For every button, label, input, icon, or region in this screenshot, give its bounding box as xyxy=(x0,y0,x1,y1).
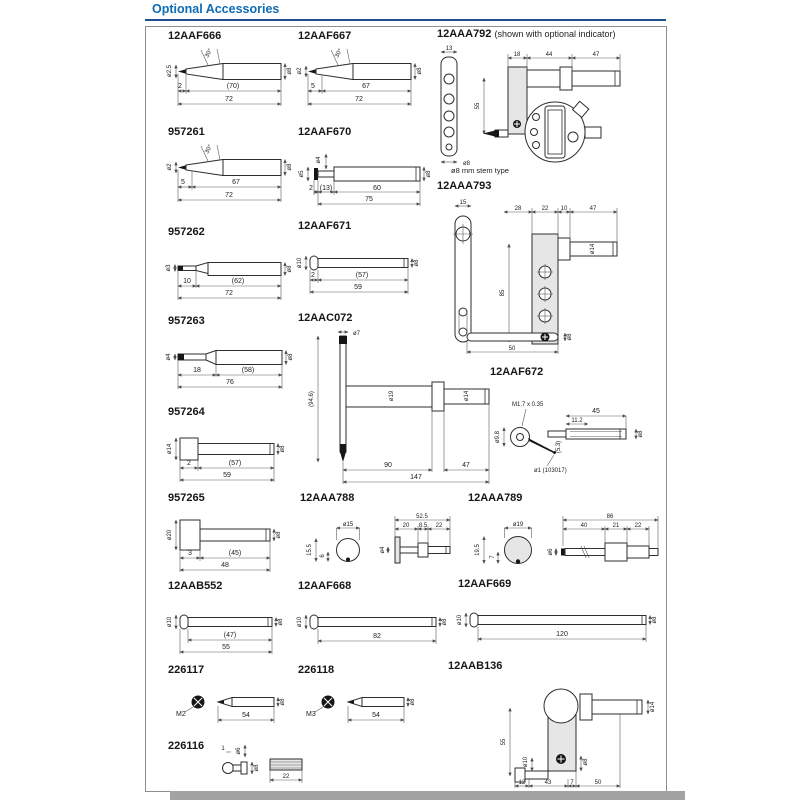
part-number: 12AAF669 xyxy=(458,578,512,590)
part-number: 957265 xyxy=(168,492,205,504)
dim-label: 85 xyxy=(500,289,506,297)
part-number: 226117 xyxy=(168,664,205,676)
dim-label: 55 xyxy=(475,102,481,110)
part-number: 12AAF668 xyxy=(298,580,352,592)
dim-label: 47 xyxy=(589,206,597,212)
drawing-957263 xyxy=(168,329,298,391)
tip-label: ø1 (103017) xyxy=(534,468,567,474)
part-number: 12AAB136 xyxy=(448,660,503,672)
dim-label: 50 xyxy=(508,346,516,352)
part-12AAA789 xyxy=(468,492,664,578)
dim-label: 3 xyxy=(188,550,192,557)
dim-label: 55 xyxy=(222,644,230,651)
angle-label: 30° xyxy=(204,48,215,59)
dim-label: 48 xyxy=(221,562,229,569)
part-number: 957261 xyxy=(168,126,205,138)
part-number: 12AAB552 xyxy=(168,580,223,592)
part-12AAB552 xyxy=(168,580,293,656)
part-12AAF668 xyxy=(298,580,448,656)
dim-label: ø10 xyxy=(297,616,303,628)
dim-label: 12 xyxy=(518,780,526,786)
dim-label: ø8 xyxy=(638,430,644,438)
drawing-957265 xyxy=(168,506,290,574)
dim-label: 54 xyxy=(372,712,380,719)
part-number: 226116 xyxy=(168,740,205,752)
dim-label: ø10 xyxy=(523,756,529,768)
dim-label: ø8 xyxy=(442,618,448,626)
dim-label: 52.5 xyxy=(416,514,428,520)
part-number-text: 12AAA792 xyxy=(437,28,492,40)
dim-label: 2 xyxy=(187,460,191,467)
dim-label: ø10 xyxy=(167,616,173,628)
part-12AAF669 xyxy=(458,578,658,654)
dim-label: 75 xyxy=(365,196,373,203)
part-number: 12AAF667 xyxy=(298,30,352,42)
part-957261 xyxy=(168,126,298,206)
drawing-12AAB552 xyxy=(168,594,293,656)
part-12AAA792 xyxy=(437,28,649,174)
dim-label: ø2 xyxy=(297,67,303,75)
dim-label: 5 xyxy=(311,83,315,90)
dim-label: ø20 xyxy=(167,529,173,541)
part-number: 12AAA788 xyxy=(300,492,355,504)
part-957262 xyxy=(168,226,298,302)
part-957264 xyxy=(168,406,290,484)
thread-label: M3 xyxy=(306,711,316,718)
dim-label: 22 xyxy=(282,774,290,780)
dim-label: ø8 xyxy=(287,67,293,75)
dim-label: 72 xyxy=(225,192,233,199)
dim-label: ø15 xyxy=(342,522,354,528)
drawing-12AAF666 xyxy=(168,44,298,110)
drawing-957261 xyxy=(168,140,298,206)
ball-contact xyxy=(223,763,234,774)
dim-label: 50 xyxy=(594,780,602,786)
part-12AAB136 xyxy=(448,660,660,790)
dim-label: 13 xyxy=(445,46,453,52)
dim-label: ø6 xyxy=(548,548,554,556)
drawing-226118 xyxy=(298,678,426,732)
dim-label: 47 xyxy=(462,462,470,469)
dim-label: 76 xyxy=(226,379,234,386)
dim-label: ø4 xyxy=(316,156,322,164)
part-number: 957263 xyxy=(168,315,205,327)
dim-label: ø8 xyxy=(287,265,293,273)
dim-label: 67 xyxy=(362,83,370,90)
dim-label: ø19 xyxy=(512,522,524,528)
dim-label: (45) xyxy=(228,550,242,557)
dim-label: ø8 xyxy=(652,616,658,624)
dim-label: 72 xyxy=(225,290,233,297)
drawing-12AAF672 xyxy=(490,380,648,480)
part-number xyxy=(437,28,649,40)
part-number: 957262 xyxy=(168,226,205,238)
dim-label: ø4 xyxy=(166,353,172,361)
dim-label: ø8 xyxy=(567,333,573,341)
drawing-226116 xyxy=(214,740,322,788)
drawing-12AAF670 xyxy=(298,140,436,208)
dim-label: 60 xyxy=(373,185,381,192)
part-12AAA788 xyxy=(300,492,472,578)
dim-label: ø8 xyxy=(426,170,432,178)
dim-label: 5 xyxy=(181,179,185,186)
drawing-12AAF669 xyxy=(458,592,658,654)
page-title: Optional Accessories xyxy=(152,2,280,16)
dim-label: (70) xyxy=(226,83,240,90)
drawing-12AAC072 xyxy=(298,326,503,486)
dim-label: 6 xyxy=(320,554,326,558)
dim-label: ø2.5 xyxy=(167,64,173,78)
angle-label: 30° xyxy=(334,48,345,59)
stem-type-caption: ø8 mm stem type xyxy=(451,166,509,175)
dim-label: 1 xyxy=(221,746,225,752)
part-12AAF671 xyxy=(298,220,426,296)
part-12AAF670 xyxy=(298,126,436,208)
dim-label: 72 xyxy=(225,96,233,103)
dim-label: 2 xyxy=(309,185,313,192)
part-12AAC072 xyxy=(298,312,503,486)
dim-label: ø19 xyxy=(389,390,395,402)
part-12AAF666 xyxy=(168,30,298,110)
dim-label: 120 xyxy=(556,631,568,638)
dim-label: 40 xyxy=(580,523,588,529)
dim-label: 72 xyxy=(355,96,363,103)
dim-label: ø14 xyxy=(464,390,470,402)
dim-label: 59 xyxy=(354,284,362,291)
dim-label: 28 xyxy=(514,206,522,212)
dim-label: ø10 xyxy=(457,614,463,626)
dim-label: 20 xyxy=(402,523,410,529)
dim-label: ø5 xyxy=(299,170,305,178)
thread-label: M2 xyxy=(176,711,186,718)
drawing-12AAF667 xyxy=(298,44,428,110)
dim-label: ø14 xyxy=(167,443,173,455)
drawing-957264 xyxy=(168,420,290,484)
dim-label: 18 xyxy=(513,52,521,58)
dim-label: 54 xyxy=(242,712,250,719)
part-12AAF667 xyxy=(298,30,428,110)
part-number: 12AAF666 xyxy=(168,30,222,42)
dim-label: 7 xyxy=(490,555,496,559)
dim-label: 21 xyxy=(612,523,620,529)
part-number: 12AAF672 xyxy=(490,366,544,378)
part-226118 xyxy=(298,664,426,732)
clamp-bar xyxy=(441,57,457,156)
thread-label: M1.7 x 0.35 xyxy=(512,402,544,408)
dim-label: (47) xyxy=(223,632,237,639)
drawing-12AAA789 xyxy=(468,506,664,578)
dim-label: 43 xyxy=(544,780,552,786)
dim-label: ø8 xyxy=(288,353,294,361)
lever-needle xyxy=(528,438,555,454)
dim-label: (58) xyxy=(241,367,255,374)
part-number: 12AAA793 xyxy=(437,180,492,192)
dim-label: ø8 xyxy=(276,531,282,539)
dim-label: 47 xyxy=(592,52,600,58)
dim-label: 2 xyxy=(178,83,182,90)
part-957265 xyxy=(168,492,290,574)
dim-label: (5.3) xyxy=(556,440,562,454)
dim-label: 67 xyxy=(232,179,240,186)
dim-label: ø10 xyxy=(297,257,303,269)
dim-label: ø3 xyxy=(166,264,172,272)
dim-label: 15 xyxy=(459,200,467,206)
drawing-12AAB136 xyxy=(448,674,660,790)
dim-label: ø8 xyxy=(410,698,416,706)
dim-label: 8.5 xyxy=(418,523,428,529)
drawing-12AAF671 xyxy=(298,234,426,296)
dim-label: ø8 xyxy=(463,161,471,167)
dim-label: 10 xyxy=(183,278,191,285)
dim-label: ø8 xyxy=(287,163,293,171)
drawing-226117 xyxy=(168,678,296,732)
part-number: 12AAA789 xyxy=(468,492,523,504)
section-divider-bar xyxy=(170,791,685,800)
dim-label: 90 xyxy=(384,462,392,469)
dim-label: (13) xyxy=(319,185,333,192)
dim-label: 59 xyxy=(223,472,231,479)
part-12AAF672 xyxy=(490,366,648,480)
dim-label: ø8 xyxy=(280,445,286,453)
stylus-tip xyxy=(483,131,495,137)
dim-label: (57) xyxy=(228,460,242,467)
dim-label: ø2 xyxy=(167,163,173,171)
part-226117 xyxy=(168,664,296,732)
dim-label: ø7 xyxy=(353,331,361,337)
drawing-12AAF668 xyxy=(298,594,448,656)
dim-label: ø8 xyxy=(280,698,286,706)
title-underline xyxy=(145,19,666,21)
drawing-12AAA792 xyxy=(437,42,649,174)
dim-label: 82 xyxy=(373,633,381,640)
part-957263 xyxy=(168,315,298,391)
dim-label: (62) xyxy=(231,278,245,285)
dim-label: ø8 xyxy=(254,764,261,772)
dim-label: 147 xyxy=(410,474,422,481)
dim-label: 55 xyxy=(501,738,507,746)
dim-label: ø6 xyxy=(236,747,243,755)
dim-label: 44 xyxy=(545,52,553,58)
dim-label: 86 xyxy=(606,514,614,520)
angle-label: 30° xyxy=(204,144,215,155)
drawing-957262 xyxy=(168,240,298,302)
dim-label: 7 xyxy=(570,780,574,786)
needle-tip xyxy=(340,452,346,462)
part-number: 12AAC072 xyxy=(298,312,353,324)
dim-label: ø9.8 xyxy=(495,430,501,444)
dim-label: 22 xyxy=(541,206,549,212)
dim-label: 11.2 xyxy=(571,418,583,424)
dim-label: (57) xyxy=(355,272,369,279)
dim-label: 15.5 xyxy=(307,544,313,556)
clamp-knob xyxy=(544,689,578,723)
dim-label: 22 xyxy=(435,523,443,529)
dim-label: ø8 xyxy=(278,618,284,626)
dim-label: 10 xyxy=(560,206,568,212)
part-number: 957264 xyxy=(168,406,205,418)
dim-label: 22 xyxy=(634,523,642,529)
dim-label: 2 xyxy=(311,272,315,279)
dim-label: (94.6) xyxy=(309,391,315,407)
part-226116 xyxy=(168,740,322,788)
dim-label: 45 xyxy=(592,408,600,415)
drawing-12AAA788 xyxy=(300,506,472,578)
part-number: 12AAF671 xyxy=(298,220,352,232)
part-number: 226118 xyxy=(298,664,335,676)
dim-label: ø8 xyxy=(414,259,420,267)
dim-label: 19.5 xyxy=(475,544,481,556)
part-number: 12AAF670 xyxy=(298,126,352,138)
dim-label: ø14 xyxy=(650,701,656,713)
part-note: (shown with optional indicator) xyxy=(494,29,616,39)
dim-label: ø14 xyxy=(590,243,596,255)
dim-label: 18 xyxy=(193,367,201,374)
dim-label: ø4 xyxy=(380,546,386,554)
dim-label: ø8 xyxy=(417,67,423,75)
dim-label: ø8 xyxy=(583,758,589,766)
